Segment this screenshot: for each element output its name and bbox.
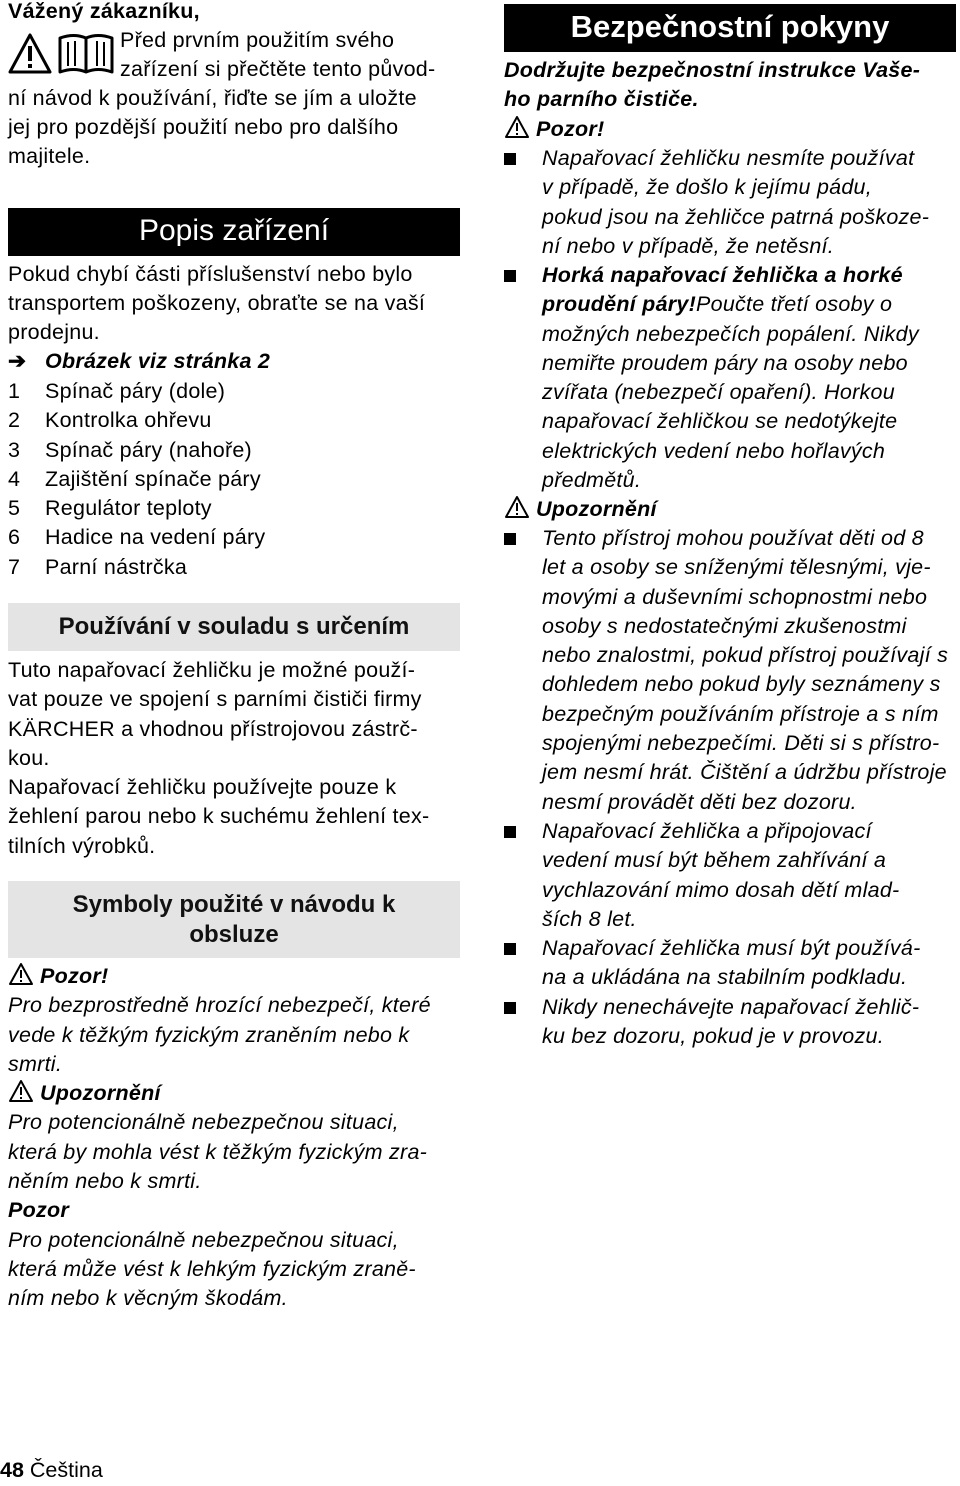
- safety-heading: Bezpečnostní pokyny: [504, 4, 956, 52]
- description-line-1: Pokud chybí části příslušenství nebo bylo: [8, 262, 413, 286]
- safety-warning-title: Upozornění: [504, 495, 956, 524]
- warning-icon: [504, 495, 530, 519]
- description-line-2: transportem poškozeny, obraťte se na vaší: [8, 291, 426, 315]
- figure-reference: ➔ Obrázek viz stránka 2: [8, 347, 460, 376]
- list-item: 3 Spínač páry (nahoře): [8, 437, 252, 462]
- intro-line-4: jej pro pozdější použití nebo pro dalšího: [8, 115, 399, 139]
- page-footer: [0, 1458, 103, 1483]
- bullet-icon: [504, 533, 516, 545]
- caution-title: Pozor: [8, 1198, 69, 1223]
- bullet-icon: [504, 826, 516, 838]
- intro-line-1: Před prvním použitím svého: [120, 28, 395, 52]
- list-item: 6 Hadice na vedení páry: [8, 525, 266, 550]
- list-item: 1 Spínač páry (dole): [8, 379, 226, 403]
- list-item: 5 Regulátor teploty: [8, 496, 212, 521]
- bullet-icon: [504, 1002, 516, 1014]
- warning-and-manual-icon: [8, 32, 120, 76]
- bullet-icon: [504, 270, 516, 282]
- intro-line-3: ní návod k používání, řiďte se jím a uložte: [8, 86, 417, 110]
- safety-danger-title: Pozor!: [504, 115, 956, 144]
- list-item: 2 Kontrolka ohřevu: [8, 408, 212, 433]
- intro-line-2: zařízení si přečtěte tento původ-: [120, 57, 436, 81]
- bullet-icon: [504, 153, 516, 165]
- list-item: 4 Zajištění spínače páry: [8, 466, 261, 491]
- intended-use-text: Tuto napařovací žehličku je možné použí- vat pouze ve spojení s parními čističi firmy KÄRCHER a vhodnou přístrojovou zástrč- kou. Napařovací žehličku používejte pouze k žehlení parou nebo k suchému žehlení tex- tilních výrobků.: [8, 658, 430, 858]
- intended-use-heading: Používání v souladu s určením: [8, 603, 460, 651]
- warning-title: Upozornění: [8, 1079, 460, 1108]
- bullet-icon: [504, 943, 516, 955]
- description-line-3: prodejnu.: [8, 320, 100, 344]
- safety-intro: Dodržujte bezpečnostní instrukce Vaše- ho parního čističe. Pozor!: [504, 56, 956, 144]
- page-language: Čeština: [29, 1458, 103, 1482]
- list-item: 7 Parní nástrčka: [8, 554, 188, 579]
- danger-title: Pozor!: [8, 962, 460, 991]
- warning-icon: [8, 962, 34, 986]
- description-heading: Popis zařízení: [8, 208, 460, 256]
- warning-icon: [8, 1079, 34, 1103]
- greeting: Vážený zákazníku,: [8, 0, 200, 23]
- parts-list: [8, 377, 460, 582]
- intro-line-5: majitele.: [8, 144, 91, 168]
- symbols-heading: Symboly použité v návodu k obsluze: [8, 881, 460, 958]
- page-number: 48: [0, 1458, 24, 1482]
- arrow-right-icon: ➔: [8, 349, 27, 373]
- symbols-text: Pozor! Pro bezprostředně hrozící nebezpečí, které vede k těžkým fyzickým zraněním nebo k smrti. Upozornění Pro potencionálně nebezpečnou situaci, která by mohla vést k těžkým fyzickým zra- něním nebo k smrti. Pozor Pro potencionálně nebezpečnou situaci, která může vést k lehkým fyzickým zraně- ním nebo k věcným škodám.: [8, 962, 460, 1314]
- warning-icon: [504, 115, 530, 139]
